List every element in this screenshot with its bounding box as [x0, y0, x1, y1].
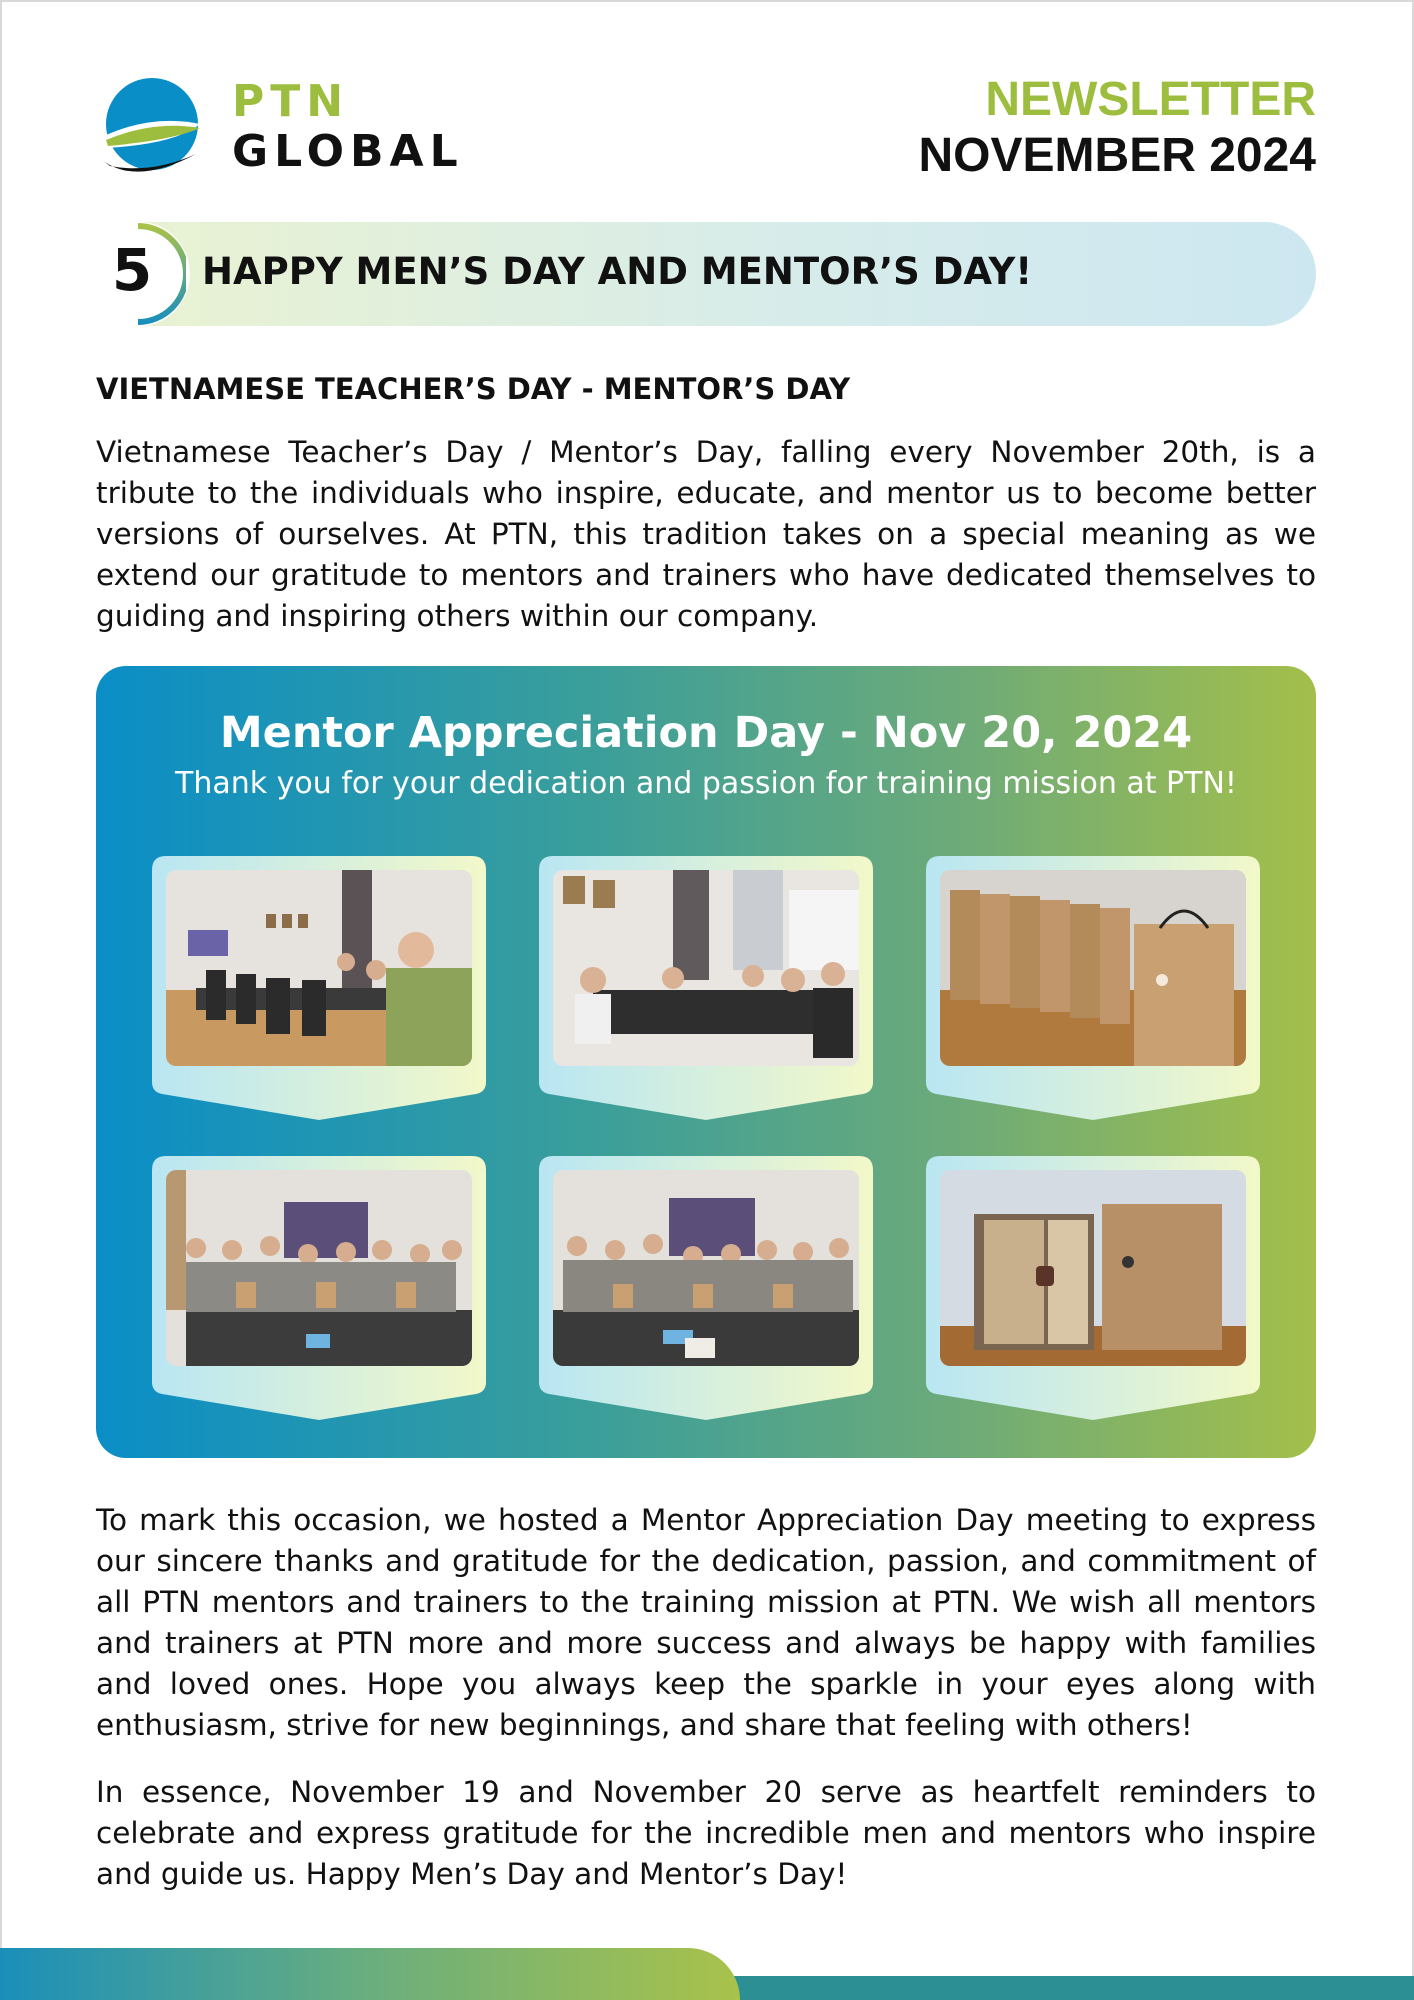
logo-text-global: GLOBAL [232, 126, 464, 177]
globe-logo-icon [96, 74, 206, 186]
closing-paragraph: In essence, November 19 and November 20 serve as heartfelt reminders to celebrate and express gratitude for the incredible men and mentors who inspire and guide us. Happy Men’s Day and Mentor’s Day! [96, 1775, 1316, 1891]
subheading: VIETNAMESE TEACHER’S DAY - MENTOR’S DAY [96, 372, 851, 406]
notebook-gift-photo [940, 1170, 1246, 1366]
footer-bar-left [0, 1948, 740, 2000]
footer-bar-right [700, 1976, 1414, 2000]
meeting-room-photo-2 [553, 870, 859, 1066]
intro-paragraph: Vietnamese Teacher’s Day / Mentor’s Day, falling every November 20th, is a tribute to the individuals who inspire, educate, and mentor us to become better versions of ourselves. At PTN, this tradition takes on a special meaning as we extend our gratitude to mentors and trainers who have dedicated themselves to guiding and inspiring others within our company. [96, 435, 1316, 633]
ptn-global-logo [96, 70, 464, 190]
meeting-room-photo-1 [166, 870, 472, 1066]
section-title: HAPPY MEN’S DAY AND MENTOR’S DAY! [202, 250, 1033, 293]
logo-text-ptn: PTN [232, 76, 350, 127]
photo-card [539, 1156, 873, 1420]
photo-card [539, 856, 873, 1120]
gallery-subtitle: Thank you for your dedication and passion for training mission at PTN! [175, 766, 1237, 801]
gift-bags-photo [940, 870, 1246, 1066]
gallery-panel [96, 666, 1316, 1458]
section-number: 5 [111, 236, 153, 304]
photo-card [152, 856, 486, 1120]
gallery-title: Mentor Appreciation Day - Nov 20, 2024 [219, 708, 1193, 758]
newsletter-label: NEWSLETTER [985, 73, 1316, 126]
photo-card [926, 1156, 1260, 1420]
group-photo-1 [166, 1170, 472, 1366]
occasion-paragraph: To mark this occasion, we hosted a Mentor Appreciation Day meeting to express our sincere thanks and gratitude for the dedication, passion, and commitment of all PTN mentors and trainers to the training mission at PTN. We wish all mentors and trainers at PTN more and more success and always be happy with families and loved ones. Hope you always keep the sparkle in your eyes along with enthusiasm, strive for new beginnings, and share that feeling with others! [96, 1503, 1316, 1742]
photo-card [926, 856, 1260, 1120]
photo-card [152, 1156, 486, 1420]
group-photo-2 [553, 1170, 859, 1366]
newsletter-date: NOVEMBER 2024 [918, 129, 1316, 182]
